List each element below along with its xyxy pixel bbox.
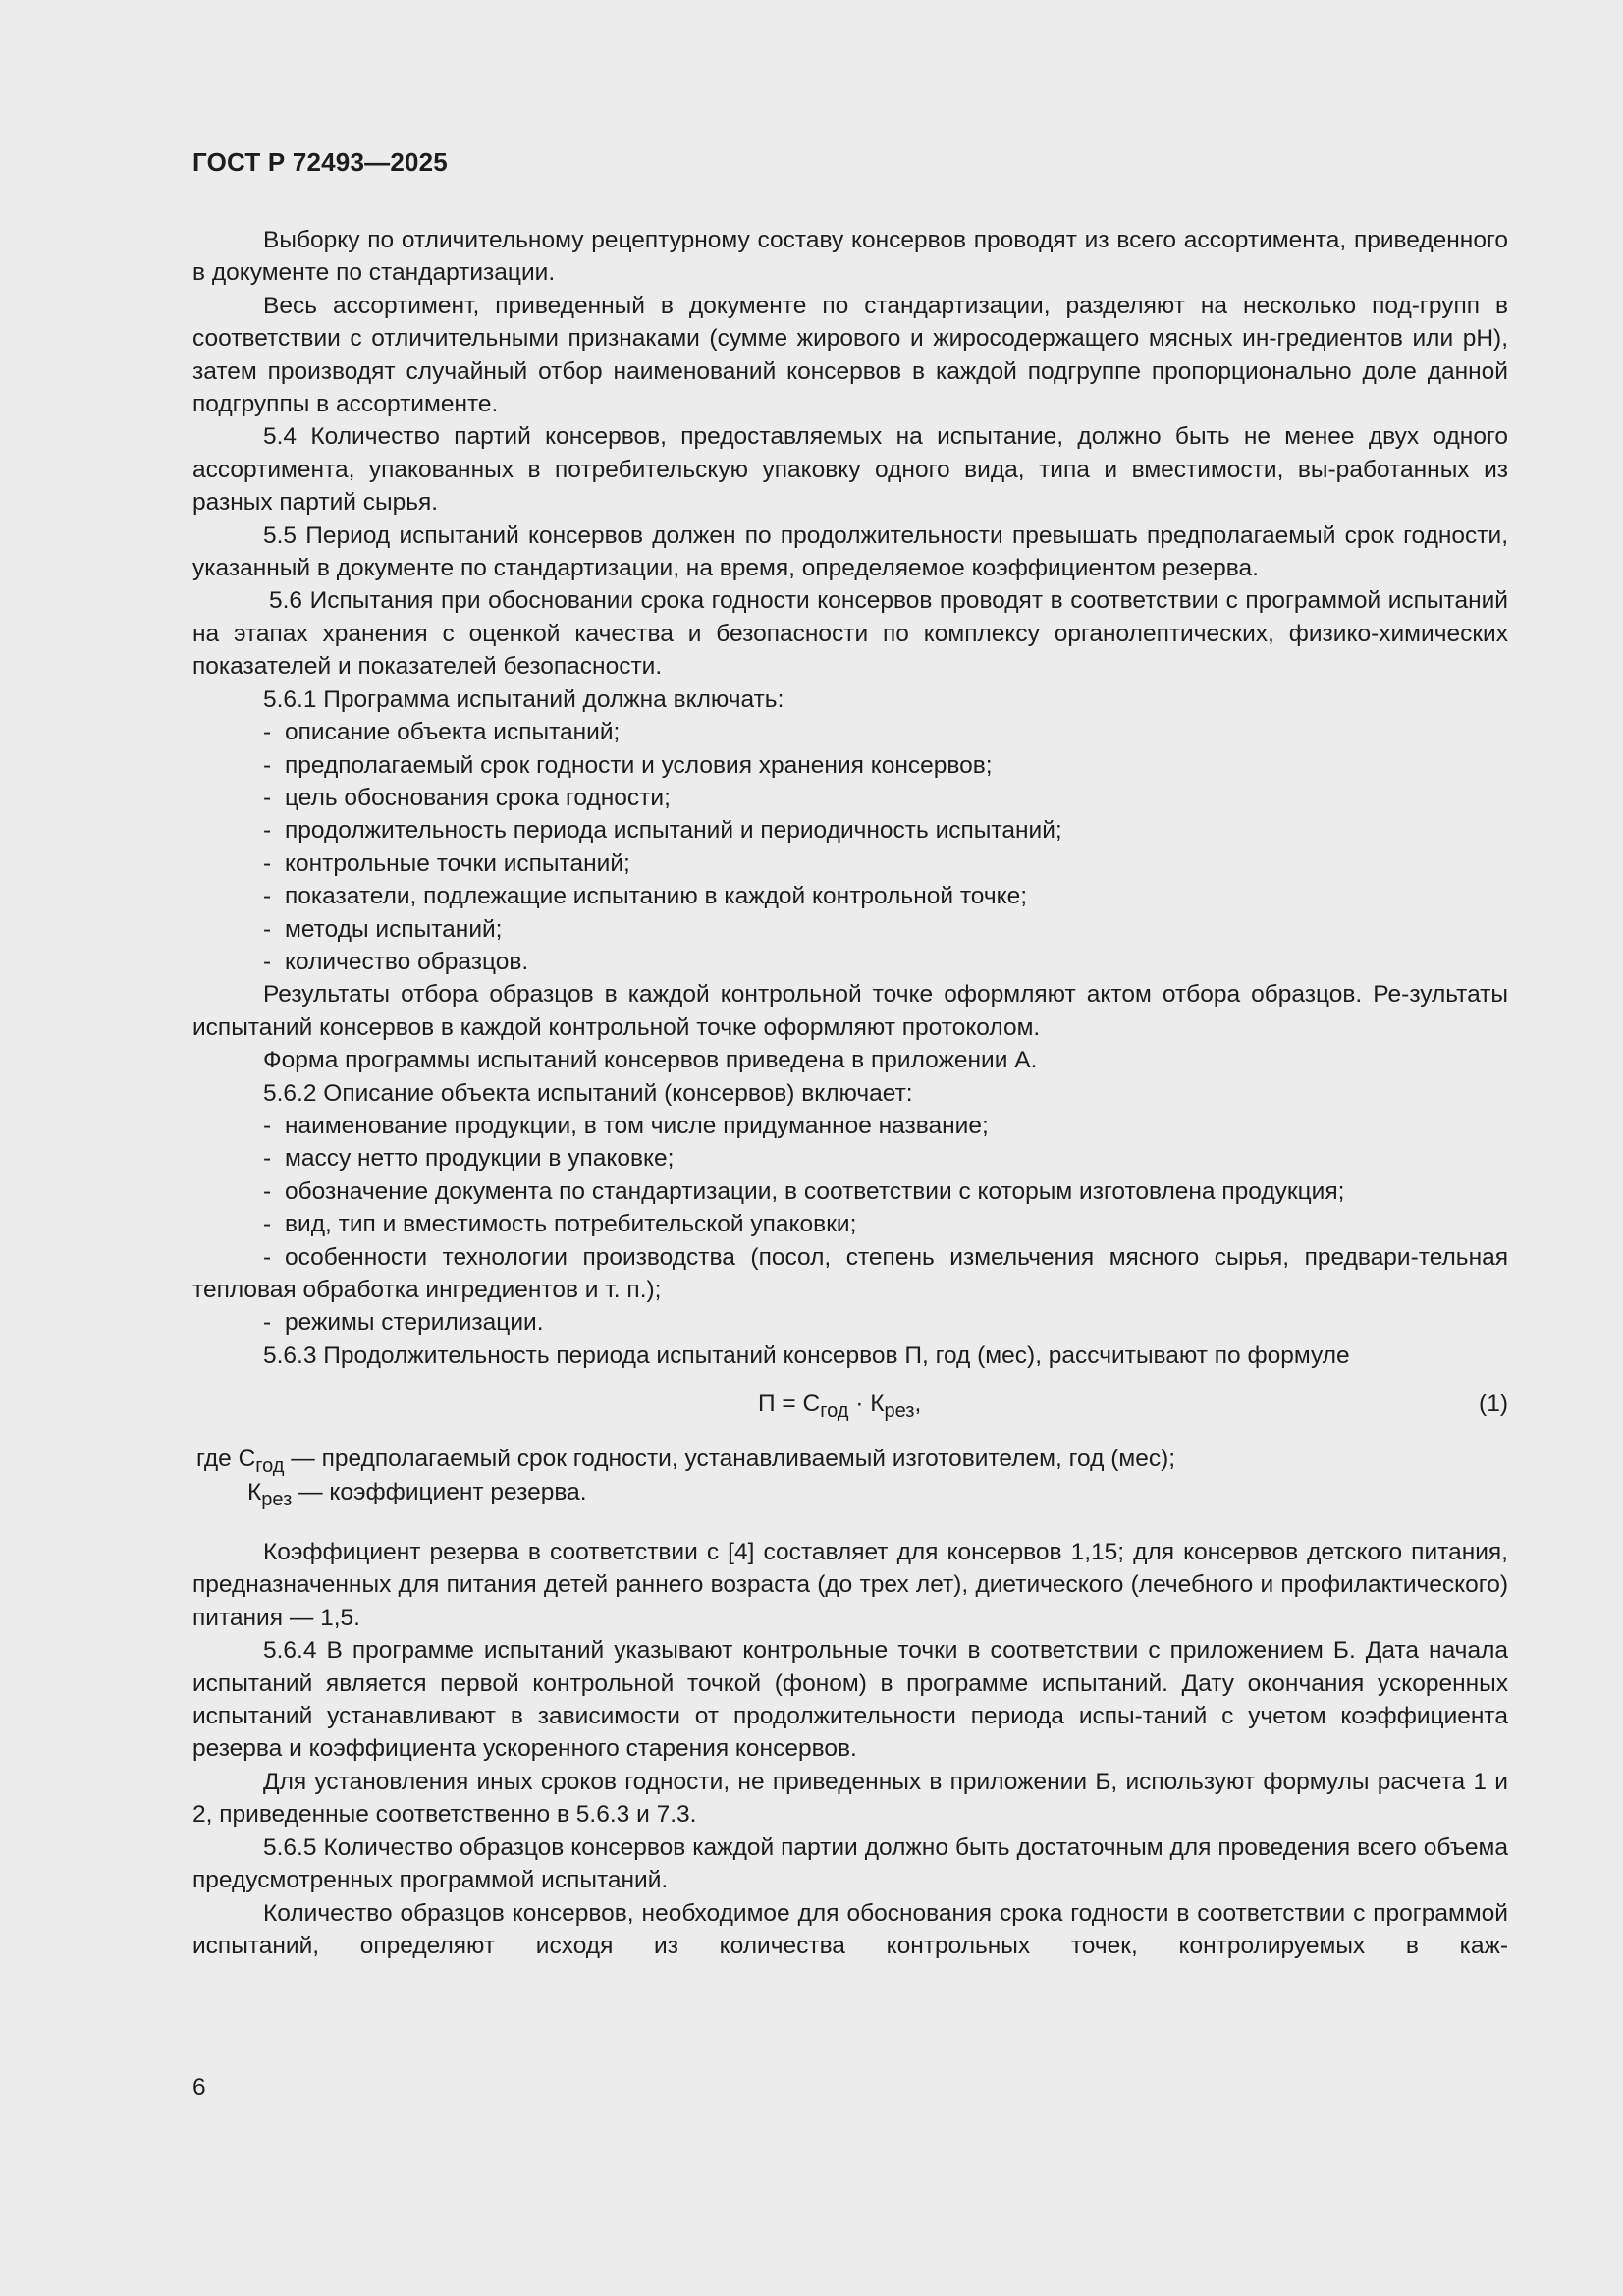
list-item xyxy=(192,1142,1508,1175)
list-dash: - xyxy=(263,915,272,943)
formula-row xyxy=(192,1388,1508,1423)
list-item-text: обозначение документа по стандартизации, в соответствии с которым изготовлена продукция; xyxy=(285,1177,1345,1205)
legend-text: — предполагаемый срок годности, устанавливаемый изготовителем, год (мес); xyxy=(284,1446,1176,1473)
legend-text: — коэффициент резерва. xyxy=(292,1478,587,1505)
formula xyxy=(758,1388,922,1423)
legend-prefix: где С xyxy=(196,1446,256,1473)
paragraph-5-6-2: 5.6.2 Описание объекта испытаний (консервов) включает: xyxy=(263,1079,913,1107)
list-dash: - xyxy=(263,719,272,746)
paragraph: Для установления иных сроков годности, не приведенных в приложении Б, используют формулы расчета 1 и 2, приведенные соответственно в 5.6.3 и 7.3. xyxy=(192,1768,1508,1829)
paragraph-5-5: 5.5 Период испытаний консервов должен по продолжительности превышать предполагаемый срок годности, указанный в документе по стандартизации, на время, определяемое коэффициентом резерва. xyxy=(192,521,1508,582)
list-item-text: особенности технологии производства (посол, степень измельчения мясного сырья, предвари-тельная тепловая обработка ингредиентов и т. п.); xyxy=(192,1243,1508,1303)
formula-mid: · К xyxy=(848,1391,885,1418)
formula-sub-god: год xyxy=(820,1400,849,1423)
list-item-text: описание объекта испытаний; xyxy=(285,719,621,746)
list-item xyxy=(192,716,1508,748)
paragraph: Количество образцов консервов, необходимое для обоснования срока годности в соответствии с программой испытаний, определяют исходя из количества контрольных точек, контролируемых в каж- xyxy=(192,1899,1508,1959)
paragraph: Результаты отбора образцов в каждой контрольной точке оформляют актом отбора образцов. Ре-зультаты испытаний консервов в каждой контрольной точке оформляют протоколом. xyxy=(192,981,1508,1041)
paragraph-5-6-5: 5.6.5 Количество образцов консервов каждой партии должно быть достаточным для проведения всего объема предусмотренных программой испытаний. xyxy=(192,1833,1508,1894)
page-number: 6 xyxy=(192,2074,206,2101)
formula-legend-line xyxy=(192,1443,1508,1478)
paragraph-5-6-3: 5.6.3 Продолжительность периода испытаний консервов П, год (мес), рассчитывают по формуле xyxy=(263,1341,1350,1369)
list-item xyxy=(192,782,1508,814)
program-contents-list xyxy=(192,716,1508,978)
list-dash: - xyxy=(263,751,272,779)
list-dash: - xyxy=(263,849,272,877)
paragraph-5-6-4: 5.6.4 В программе испытаний указывают контрольные точки в соответствии с приложением Б. Дата начала испытаний является первой контрольной точкой (фоном) в программе испытаний. Дату окончания ускоренных испытаний устанавливают в зависимости от продолжительности периода испы-таний с учетом коэффициента резерва и коэффициента ускоренного старения консервов. xyxy=(192,1637,1508,1763)
list-dash: - xyxy=(263,1145,272,1173)
document-header: ГОСТ Р 72493—2025 xyxy=(192,147,448,177)
formula-tail: , xyxy=(914,1391,922,1418)
list-dash: - xyxy=(263,1177,272,1205)
list-item xyxy=(192,1110,1508,1142)
list-dash: - xyxy=(263,1211,272,1238)
paragraph-5-4: 5.4 Количество партий консервов, предоставляемых на испытание, должно быть не менее двух одного ассортимента, упакованных в потребительскую упаковку одного вида, типа и вместимости, вы-работанных из разных партий сырья. xyxy=(192,423,1508,517)
list-item-text: продолжительность периода испытаний и периодичность испытаний; xyxy=(285,817,1062,845)
list-item-text: количество образцов. xyxy=(285,948,529,975)
legend-sub-god: год xyxy=(255,1455,285,1478)
paragraph-5-6: 5.6 Испытания при обосновании срока годности консервов проводят в соответствии с программой испытаний на этапах хранения с оценкой качества и безопасности по комплексу органолептических, физико-химических показателей и показателей безопасности. xyxy=(192,587,1508,681)
formula-lhs: П = С xyxy=(758,1391,821,1418)
list-item xyxy=(192,946,1508,978)
list-dash: - xyxy=(263,883,272,910)
list-item-text: цель обоснования срока годности; xyxy=(285,784,671,811)
legend-k: К xyxy=(247,1478,262,1505)
list-dash: - xyxy=(263,1112,272,1139)
list-item-text: показатели, подлежащие испытанию в каждой контрольной точке; xyxy=(285,883,1028,910)
list-item xyxy=(192,749,1508,782)
formula-sub-rez: рез xyxy=(884,1400,915,1423)
list-item-text: методы испытаний; xyxy=(285,915,503,943)
paragraph: Коэффициент резерва в соответствии с [4] составляет для консервов 1,15; для консервов детского питания, предназначенных для питания детей раннего возраста (до трех лет), диетического (лечебного и профилактического) питания — 1,5. xyxy=(192,1539,1508,1631)
formula-number: (1) xyxy=(1479,1391,1508,1418)
list-item-text: контрольные точки испытаний; xyxy=(285,849,630,877)
list-item xyxy=(192,814,1508,847)
list-item xyxy=(192,1208,1508,1240)
paragraph: Весь ассортимент, приведенный в документе по стандартизации, разделяют на несколько под-групп в соответствии с отличительными признаками (сумме жирового и жиросодержащего мясных ин-гредиентов или рН), затем производят случайный отбор наименований консервов в каждой подгруппе пропорционально доле данной подгруппы в ассортименте. xyxy=(192,292,1508,418)
list-dash: - xyxy=(263,1309,272,1337)
list-item xyxy=(192,1241,1508,1307)
list-item-text: режимы стерилизации. xyxy=(285,1309,544,1337)
object-description-list xyxy=(192,1110,1508,1339)
list-dash: - xyxy=(263,948,272,975)
paragraph: Выборку по отличительному рецептурному составу консервов проводят из всего ассортимента, приведенного в документе по стандартизации. xyxy=(192,227,1508,287)
list-item xyxy=(192,913,1508,946)
list-item-text: наименование продукции, в том числе придуманное название; xyxy=(285,1112,989,1139)
list-dash: - xyxy=(263,784,272,811)
list-item xyxy=(192,1306,1508,1339)
list-item xyxy=(192,880,1508,912)
list-item-text: массу нетто продукции в упаковке; xyxy=(285,1145,675,1173)
legend-sub-rez: рез xyxy=(261,1488,293,1510)
spacer xyxy=(192,1508,1508,1536)
paragraph: Форма программы испытаний консервов приведена в приложении А. xyxy=(263,1047,1038,1074)
list-item xyxy=(192,847,1508,880)
document-body xyxy=(192,224,1508,1962)
paragraph-5-6-1: 5.6.1 Программа испытаний должна включать: xyxy=(263,685,784,713)
list-item-text: предполагаемый срок годности и условия хранения консервов; xyxy=(285,751,993,779)
list-dash: - xyxy=(263,817,272,845)
formula-legend-line xyxy=(192,1476,1508,1508)
list-dash: - xyxy=(263,1243,272,1271)
list-item-text: вид, тип и вместимость потребительской упаковки; xyxy=(285,1211,857,1238)
list-item xyxy=(192,1175,1508,1208)
